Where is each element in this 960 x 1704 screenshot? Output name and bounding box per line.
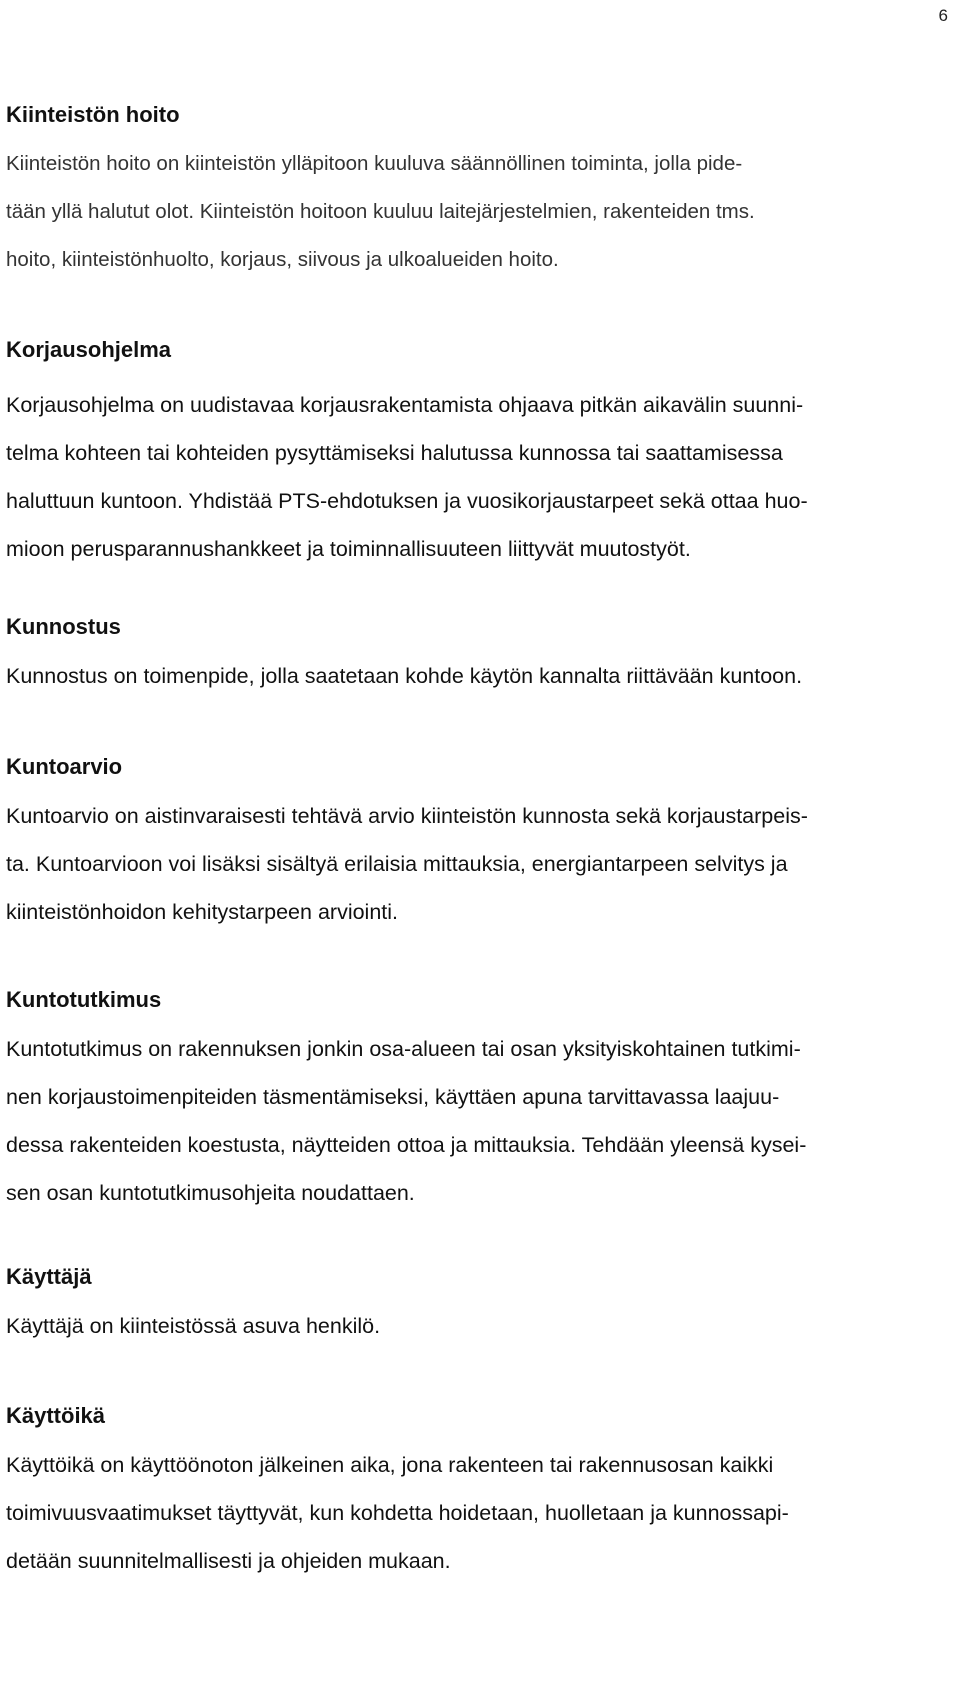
paragraph-line: nen korjaustoimenpiteiden täsmentämiseksi, käyttäen apuna tarvittavassa laajuu- <box>6 1085 780 1109</box>
section-paragraph <box>6 792 946 936</box>
paragraph-line: Kiinteistön hoito on kiinteistön ylläpitoon kuuluva säännöllinen toiminta, jolla pide- <box>6 152 743 175</box>
paragraph-line: Käyttäjä on kiinteistössä asuva henkilö. <box>6 1314 381 1338</box>
section-kuntoarvio <box>6 752 946 936</box>
section-paragraph <box>6 1441 946 1585</box>
section-kayttoika <box>6 1401 946 1585</box>
paragraph-line: telma kohteen tai kohteiden pysyttämiseksi halutussa kunnossa tai saattamisessa <box>6 441 783 465</box>
paragraph-line: Kuntoarvio on aistinvaraisesti tehtävä arvio kiinteistön kunnosta sekä korjaustarpeis- <box>6 804 808 828</box>
section-korjausohjelma <box>6 335 946 573</box>
paragraph-line: tään yllä halutut olot. Kiinteistön hoitoon kuuluu laitejärjestelmien, rakenteiden tms. <box>6 200 755 223</box>
section-kayttaja <box>6 1262 946 1350</box>
section-paragraph <box>6 1302 946 1350</box>
page-number: 6 <box>938 6 948 25</box>
section-kuntotutkimus <box>6 985 946 1217</box>
section-paragraph <box>6 1025 946 1217</box>
section-heading: Käyttäjä <box>6 1264 92 1289</box>
paragraph-line: detään suunnitelmallisesti ja ohjeiden mukaan. <box>6 1549 451 1573</box>
section-heading: Kuntoarvio <box>6 754 123 779</box>
section-heading: Kiinteistön hoito <box>6 102 180 127</box>
paragraph-line: mioon perusparannushankkeet ja toiminnallisuuteen liittyvät muutostyöt. <box>6 537 691 561</box>
section-kiinteiston-hoito <box>6 100 946 284</box>
section-paragraph <box>6 140 946 284</box>
paragraph-line: ta. Kuntoarvioon voi lisäksi sisältyä erilaisia mittauksia, energiantarpeen selvitys ja <box>6 852 788 876</box>
paragraph-line: toimivuusvaatimukset täyttyvät, kun kohdetta hoidetaan, huolletaan ja kunnossapi- <box>6 1501 789 1525</box>
paragraph-line: Kunnostus on toimenpide, jolla saatetaan kohde käytön kannalta riittävään kuntoon. <box>6 664 803 688</box>
paragraph-line: Korjausohjelma on uudistavaa korjausrakentamista ohjaava pitkän aikavälin suunni- <box>6 393 804 417</box>
paragraph-line: haluttuun kuntoon. Yhdistää PTS-ehdotuksen ja vuosikorjaustarpeet sekä ottaa huo- <box>6 489 808 513</box>
paragraph-line: hoito, kiinteistönhuolto, korjaus, siivous ja ulkoalueiden hoito. <box>6 248 559 271</box>
paragraph-line: Kuntotutkimus on rakennuksen jonkin osa-alueen tai osan yksityiskohtainen tutkimi- <box>6 1037 801 1061</box>
paragraph-line: sen osan kuntotutkimusohjeita noudattaen. <box>6 1181 415 1205</box>
section-heading: Korjausohjelma <box>6 337 172 362</box>
section-paragraph <box>6 652 946 700</box>
section-paragraph <box>6 381 946 573</box>
paragraph-line: kiinteistönhoidon kehitystarpeen arviointi. <box>6 900 399 924</box>
section-heading: Kuntotutkimus <box>6 987 162 1012</box>
paragraph-line: Käyttöikä on käyttöönoton jälkeinen aika, jona rakenteen tai rakennusosan kaikki <box>6 1453 774 1477</box>
section-kunnostus <box>6 612 946 700</box>
paragraph-line: dessa rakenteiden koestusta, näytteiden ottoa ja mittauksia. Tehdään yleensä kysei- <box>6 1133 807 1157</box>
section-heading: Kunnostus <box>6 614 121 639</box>
section-heading: Käyttöikä <box>6 1403 106 1428</box>
